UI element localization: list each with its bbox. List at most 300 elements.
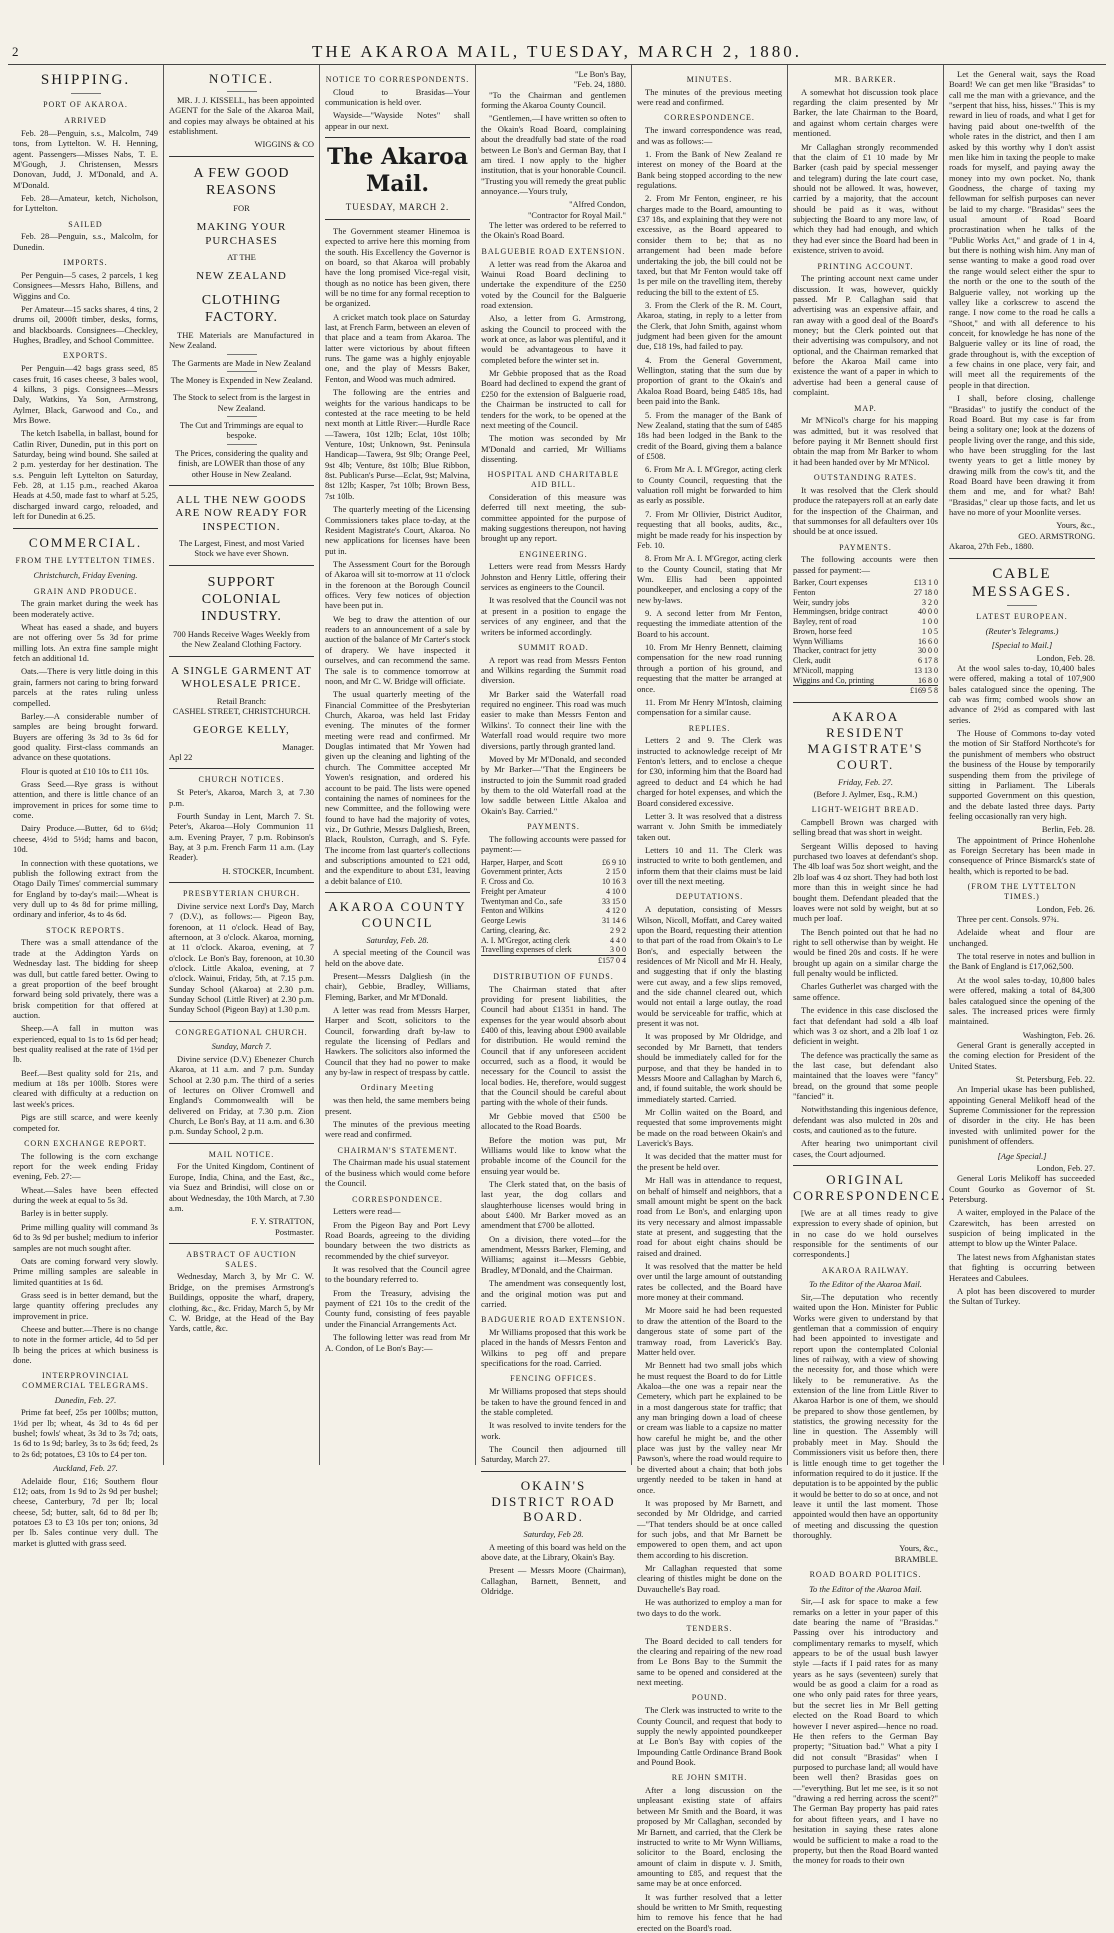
exports-heading: EXPORTS. — [62, 351, 109, 361]
source-line: (Reuter's Telegrams.) — [985, 625, 1059, 636]
dateline: London, Feb. 28. — [1036, 652, 1095, 663]
paragraph: Per Penguin—42 bags grass seed, 85 cases fruit, 16 cases cheese, 3 bales wool, 4 kilkns, 3 pigs. Consignees—Messrs Daly, Watkins, Ya Son, Armstrong, Aylmer, Black, Garwood and Co., and Mrs Bowe. — [13, 363, 158, 425]
paragraph: The quarterly meeting of the Licensing Commissioners takes place to-day, at the Resident Magistrate's Court, Akaroa. No new applications for licenses have been put in. — [325, 504, 470, 556]
map-heading: MAP. — [854, 403, 877, 413]
paragraph: Charles Gutherlet was charged with the same offence. — [793, 981, 938, 1002]
paragraph: The ketch Isabella, in ballast, bound for Catlin River, Dunedin, put in this port on Saturday, being wind bound. She sailed at 2 p.m. yesterday for her destination. The s.s. Penguin left Lyttelton on Saturday, Feb. 28, at 1.15 p.m., reached Akaroa Heads at 4.50, made fast to wharf at 5.25, discharged inward cargo, reloaded, and left for Dunedin at 6.25. — [13, 428, 158, 522]
dateline: Dunedin, Feb. 27. — [54, 1394, 117, 1405]
payment-name: Wiggins and Co, printing — [793, 675, 875, 685]
paragraph: "To the Chairman and gentlemen forming the Akaroa County Council. — [481, 89, 626, 111]
payment-amount: 2 9 2 — [610, 925, 626, 935]
payment-row — [793, 617, 938, 627]
paragraph: [We are at all times ready to give expression to every shade of opinion, but in no case do we hold ourselves responsible for the sentiments of our correspondents.] — [793, 1207, 938, 1260]
paragraph: Mr M'Nicol's charge for his mapping was admitted, but it was resolved that before paying it Mr Bennett should first obtain the map from Mr Barker to whom it had been handed over by Mr M'Nicol. — [793, 415, 938, 467]
paragraph: 8. From Mr A. I. M'Gregor, acting clerk to the County Council, stating that Mr Wm. Ellis had been appointed poundkeeper, and enclosing a copy of the new by-laws. — [637, 553, 782, 605]
signature: WIGGINS & CO — [254, 139, 314, 150]
paragraph: St Peter's, Akaroa, March 3, at 7.30 p.m. — [169, 787, 314, 808]
payment-amount: 4 10 0 — [606, 886, 626, 896]
payment-amount: 3 2 0 — [922, 597, 938, 607]
paragraph: Cheese and butter.—There is no change to note in the former article, 4d to 5d per lb being the prices at which business is done. — [13, 1324, 158, 1366]
paragraph: Mr Barker said the Waterfall road required no engineer. This road was much easier to make than Messrs Fenton and Wilkins'. To connect their line with the Waterfall road would require two more diversions, partly through granted land. — [481, 688, 626, 751]
payment-row — [793, 637, 938, 647]
engineering-heading: ENGINEERING. — [519, 549, 588, 559]
paragraph: A special meeting of the Council was held on the above date. — [325, 947, 470, 968]
badguerie-heading: BADGUERIE ROAD EXTENSION. — [481, 1315, 626, 1325]
payment-amount: 2 15 0 — [606, 867, 626, 877]
paragraph: was then held, the same members being present. — [325, 1095, 470, 1116]
pound-heading: POUND. — [691, 1693, 728, 1703]
column-3 — [320, 65, 476, 1465]
bench: (Before J. Aylmer, Esq., R.M.) — [813, 788, 918, 799]
ad-heading: A SINGLE GARMENT AT WHOLESALE PRICE. — [171, 664, 312, 691]
ad-reason: The Cut and Trimmings are equal to bespoke. — [179, 420, 304, 441]
payment-row — [481, 858, 626, 868]
paragraph: After hearing two unimportant civil cases, the Court adjourned. — [793, 1138, 938, 1159]
ad-heading: A FEW GOOD REASONS — [193, 165, 290, 198]
paragraph: At the wool sales to-day, 10,400 bales were offered, making a total of 107,900 bales catalogued since the opening. The cab was firm; combed wools show an advance of 2½d as compared with last series. — [949, 662, 1095, 725]
payment-row — [481, 877, 626, 887]
payment-name: M'Nicoll, mapping — [793, 665, 854, 675]
paragraph: The Bench pointed out that he had no right to sell otherwise than by weight. He would be fined 20s and costs. If he were brought up again on a similar charge the full penalty would be inflicted. — [793, 926, 938, 979]
paragraph: Mr Collin waited on the Board, and requested that some improvements might be made on the road between Okain's and Laverick's Bays. — [637, 1106, 782, 1149]
paragraph: Divine service next Lord's Day, March 7 (D.V.), as follows:— Pigeon Bay, forenoon, at 11 o'clock. Head of Bay, afternoon, at 3 o'clock. Akaroa, morning, at 11 o'clock. Akaroa, evening, at 7 o'clock. Le Bon's Bay, forenoon, at 10.30 o'clock. Little Akaloa, evening, at 7 o'clock. Wainui, Friday, 5th, at 7.15 p.m. Sunday School (Akaroa) at 2.30 p.m. Sunday School (Little River) at 2.30 p.m. Sunday School (Pigeon Bay) at 1.30 p.m. — [169, 900, 314, 1015]
paragraph: 4. From the General Government, Wellington, stating that the sum due by proportion of grant to the Okain's and Akaloa Road Board, being £485 18s, had been paid into the Bank. — [637, 354, 782, 407]
payment-name: Twentyman and Co., safe — [481, 896, 563, 906]
church-heading: CHURCH NOTICES. — [198, 775, 285, 785]
paragraph: The following are the entries and weights for the various handicaps to be contested at the race meeting to be held next month at Little River:—Hurdle Race —Tawera, 10st 12lb; Eclat, 10st 10lb; Venture, 10st; Unknown, 9st. Peninsula Handicap—Tawera, 9st 9lb; Orange Peel, 9st 4lb; Venture, 8st 10lb; Blue Ribbon, 8st. Publican's Purse—Eclat, 9st; Malvina, 8st 12lb; Kasper, 7st 10lb; Brown Bess, 7st 10lb. — [325, 387, 470, 501]
payment-amount: 13 13 0 — [914, 665, 938, 675]
paragraph: Campbell Brown was charged with selling bread that was short in weight. — [793, 817, 938, 838]
minutes-heading: MINUTES. — [686, 75, 733, 84]
column-2 — [164, 65, 320, 1465]
signature: H. STOCKER, Incumbent. — [222, 865, 314, 876]
payment-amount: 27 18 0 — [914, 587, 938, 597]
correspondents-heading: NOTICE TO CORRESPONDENTS. — [325, 75, 470, 84]
paragraph: Mr Hall was in attendance to request, on behalf of himself and neighbors, that a small amount might be spent on the back road from Le Bon's, and enlarging upon its very necessary and almost impassable state at present, and suggesting that the road for about eight chains should be raised and drained. — [637, 1175, 782, 1258]
paragraph: Cloud to Brasidas—Your communication is held over. — [325, 86, 470, 108]
paragraph: The minutes of the previous meeting were read and confirmed. — [637, 86, 782, 108]
ad-line: The Largest, Finest, and most Varied Stock we have ever Shown. — [178, 538, 305, 559]
paragraph: Notwithstanding this ingenious defence, defendant was also mulcted in 20s and costs, and cautioned as to the future. — [793, 1104, 938, 1136]
payment-name: George Lewis — [481, 916, 526, 925]
auction-heading: ABSTRACT OF AUCTION SALES. — [186, 1249, 297, 1269]
payment-row — [481, 867, 626, 877]
paragraph: It was resolved that the matter be held over until the large amount of outstanding rates be collected, and the Board have more money at their command. — [637, 1261, 782, 1303]
payment-row — [793, 578, 938, 588]
paragraph: Grass seed is in better demand, but the large quantity offering precludes any improvement in price. — [13, 1289, 158, 1321]
payments-heading: PAYMENTS. — [527, 822, 580, 832]
ad-line: GEORGE KELLY, — [193, 724, 290, 737]
payment-name: F. Cross and Co. — [481, 877, 534, 886]
paragraph: Present—Messrs Dalgliesh (in the chair), Gebbie, Bradley, Williams, Fleming, Barker, and Mr M'Donald. — [325, 970, 470, 1002]
smith-heading: RE JOHN SMITH. — [671, 1773, 748, 1783]
payment-amount: £13 1 0 — [914, 578, 938, 588]
payments-total: £169 5 8 — [910, 686, 938, 696]
letter-address: To the Editor of the Akaroa Mail. — [809, 1583, 922, 1594]
newspaper-nameplate: The Akaroa Mail. — [326, 144, 469, 198]
summit-heading: SUMMIT ROAD. — [518, 642, 589, 652]
letter-place: "Le Bon's Bay, — [575, 69, 626, 79]
latest-heading: LATEST EUROPEAN. — [976, 612, 1068, 622]
ad-line: Retail Branch: — [216, 695, 267, 706]
ad-line: Manager. — [282, 741, 314, 752]
mail-notice-heading: MAIL NOTICE. — [208, 1149, 275, 1159]
dateline: London, Feb. 27. — [1036, 1162, 1095, 1173]
ad-reason: The Garments are Made in New Zealand — [172, 357, 311, 368]
payment-row — [793, 666, 938, 676]
ad-line: AT THE — [227, 251, 256, 262]
paragraph: 2. From Mr Fenton, engineer, re his charges made to the Board, amounting to £37 18s, and explaining that they were not excessive, as the Board appeared to consider them to be; that as no arrangement had been made before undertaking the job, the bill could not be taxed, but that Mr Fenton would take off 1s per mile on the travelling item, thereby reducing the bill to the extent of £5. — [637, 193, 782, 297]
deputations-heading: DEPUTATIONS. — [675, 892, 744, 902]
payment-name: Travelling expenses of clerk — [481, 945, 572, 955]
imports-heading: IMPORTS. — [63, 258, 108, 268]
dateline: Akaroa, 27th Feb., 1880. — [949, 541, 1034, 552]
paragraph: The Clerk was instructed to write to the County Council, and request that body to supply the newly appointed poundkeeper at Le Bon's Bay with copies of the Impounding Cattle Ordinance Brand Book and Pound Book. — [637, 1705, 782, 1767]
paragraph: Per Penguin—5 cases, 2 parcels, 1 keg Consignees—Messrs Haho, Billens, and Wiggins and Co. — [13, 269, 158, 301]
shipping-heading: SHIPPING. — [40, 72, 131, 88]
paragraph: He was authorized to employ a man for two days to do the work. — [637, 1597, 782, 1618]
paragraph: The defence was practically the same as the last case, but defendant also maintained that the loaves were "fancy" bread, on the ground that some people "fancied" it. — [793, 1049, 938, 1102]
paragraph: Divine service (D.V.) Ebenezer Church Akaroa, at 11 a.m. and 7 p.m. Sunday School at 2.30 p.m. The third of a series of lectures on Oliver Cromwell and England's Commonwealth will be delivered on Friday, at 7.30 p.m. Zion Church, Le Bon's Bay, at 11 a.m. and 6.30 p.m. Sunday School, 2 p.m. — [169, 1053, 314, 1137]
paragraph: Mr Callaghan strongly recommended that the claim of £1 10 made by Mr Barker (cash paid by special messenger and telegram) during the late court case, should not be allowed. It was, however, carried by a majority, that the account should be paid as it was, without subjecting the Board to any more law, of which they had had enough, and which they had ever since the Board had been in existence, striven to avoid. — [793, 141, 938, 256]
paragraph: The amendment was consequently lost, and the original motion was put and carried. — [481, 1278, 626, 1309]
payment-name: Hemmingsen, bridge contract — [793, 607, 888, 617]
paragraph: It was resolved that the Council agree to the boundary referred to. — [325, 1264, 470, 1285]
paragraph: Letters 10 and 11. The Clerk was instructed to write to both gentlemen, and inform them that their claims must be laid over till the next meeting. — [637, 844, 782, 887]
outstanding-heading: OUTSTANDING RATES. — [813, 473, 918, 483]
masthead — [8, 4, 1106, 65]
payment-row — [481, 936, 626, 946]
dateline: London, Feb. 26. — [1036, 903, 1095, 914]
payments-table — [793, 578, 938, 696]
paragraph: Grass Seed.—Rye grass is without attention, and there is little chance of an improvement in prices for some time to come. — [13, 779, 158, 821]
paragraph: We beg to draw the attention of our readers to an announcement of a sale by auction of the balance of Mr Carter's stock of drapery. We have inspected it ourselves, and can recommend the same. The sale is to commence tomorrow at noon, and Mr C. W. Bridge will officiate. — [325, 613, 470, 686]
payment-name: Fenton and Wilkins — [481, 906, 544, 916]
payment-amount: 10 16 3 — [602, 877, 626, 886]
ad-heading: SUPPORT COLONIAL INDUSTRY. — [201, 574, 282, 624]
paragraph: Adelaide wheat and flour are unchanged. — [949, 927, 1095, 948]
payment-name: Carting, clearing, &c. — [481, 925, 551, 935]
paragraph: It was proposed by Mr Barnett, and seconded by Mr Oldridge, and carried—"That tenders should be at once called for such jobs, and that Mr Barnett be empowered to open them, and act upon them according to his discretion. — [637, 1497, 782, 1560]
paragraph: General Loris Melikoff has succeeded Count Gourko as Governor of St. Petersburg. — [949, 1173, 1095, 1204]
payment-row — [793, 646, 938, 656]
paragraph: Adelaide flour, £16; Southern flour £12; oats, from 1s 9d to 2s 9d per bushel; cheese, Canterbury, 7d per lb; local cheese, 5d; butter, salt, 6d to 8d per lb; potatoes £3 to £3 10s per ton; onions, 3d per lb. Sales continue very dull. The market is glutted with grass seed. — [13, 1475, 158, 1548]
ad-heading: CLOTHING FACTORY. — [201, 292, 282, 325]
paragraph: The Chairman made his usual statement of the business which would come before the Council. — [325, 1157, 470, 1189]
page-title: THE AKAROA MAIL, TUESDAY, MARCH 2, 1880. — [312, 42, 802, 61]
paragraph: Let the General wait, says the Road Board! We can get men like "Brasidas" to call me the man with a grievance, and the "serpent that hiss, hiss, hisses." This is my reward in lieu of roads, and what I get for having paid about one-twelfth of the whole rates in the district, and then I am asked by this worthy why I don't assist men like him in taxing the people to make roads for myself, and paying away the money into my own pocket. No, thank Goodness, the charge of taxing my fellowman for selfish purposes can never be laid to my charge. "Brasidas" sees the usual amount of Road Board procrastination when he talks of the "Public Works Act," and grade of 1 in 4, but there is nothing wish him. Any man of sense wanting to make a good road over the range would select either the spur to the north or the one to the south of the Balguerie valley, not working up the valley like a corkscrew to ascend the range. I now come to the road he calls a "Shoot," and with all deference to his conceit, for knowledge he has none of the Balguerie valley or its line of road, the grade throughout is, with the exception of a few chains in one place, very fair, and will meet all the requirements of the people in that direction. — [949, 69, 1095, 390]
paragraph: Prime milling quality will command 3s 6d to 3s 9d per bushel; medium to inferior samples are not much sought after. — [13, 1221, 158, 1253]
paragraph: Sheep.—A fall in mutton was experienced, equal to 1s to 1s 6d per head; best quality realised at the rate of 1½d per lb. — [13, 1023, 158, 1065]
payment-amount: 31 14 6 — [602, 916, 626, 925]
signature: Postmaster. — [275, 1226, 314, 1237]
signature: GEO. ARMSTRONG. — [1018, 530, 1095, 541]
payment-row — [793, 656, 938, 666]
column-5 — [632, 65, 788, 1933]
road-politics-heading: ROAD BOARD POLITICS. — [809, 1570, 922, 1580]
paragraph: A letter was read from Messrs Harper, Harper and Scott, solicitors to the Council, forwarding draft by-law to regulate the licensing of Pedlars and Hawkers. The solicitors also informed the Council that they had no power to make any by-law in respect of trespass by cattle. — [325, 1004, 470, 1078]
correspondence-heading: CORRESPONDENCE. — [352, 1194, 443, 1204]
dateline: St. Petersburg, Feb. 22. — [1015, 1074, 1095, 1085]
paragraph: From the Treasury, advising the payment of £21 10s to the credit of the County fund, consisting of fees payable under the Financial Arrangements Act. — [325, 1287, 470, 1329]
ordinary-heading: Ordinary Meeting — [360, 1083, 435, 1093]
case-heading: LIGHT-WEIGHT BREAD. — [811, 805, 920, 815]
paragraph: Consideration of this measure was deferred till next meeting, the sub-committee appointed for the purpose of making suggestions thereupon, not having brought up any report. — [481, 491, 626, 544]
paragraph: It was further resolved that a letter should be written to Mr Smith, requesting him to remove his fence that he had erected on the Board's road. — [637, 1891, 782, 1933]
paragraph: There was a small attendance of the trade at the Addington Yards on Wednesday last. The bidding for sheep was dull, but cattle fared better. Owing to a great proportion of the beef brought forward being sold privately, there was a brisk competition for that offered at auction. — [13, 937, 158, 1020]
paragraph: A report was read from Messrs Fenton and Wilkins regarding the Summit road diversion. — [481, 654, 626, 686]
corn-heading: CORN EXCHANGE REPORT. — [24, 1138, 147, 1148]
paragraph: 3. From the Clerk of the R. M. Court, Akaroa, stating, in reply to a letter from the Clerk, that John Smith, against whom judgment had been given for the amount due, £18 19s, had failed to pay. — [637, 299, 782, 352]
payment-amount: 1 0 5 — [922, 626, 938, 636]
dateline: Christchurch, Friday Evening. — [33, 570, 138, 581]
column-6 — [788, 65, 947, 1866]
paragraph: Mr Callaghan requested that some clearing of thistles might be done on the Duvauchelle's Bay road. — [637, 1563, 782, 1594]
paragraph: The Government steamer Hinemoa is expected to arrive here this morning from the south. His Excellency the Governor is on board, so that Akaroa will probably have the long promised Vice-regal visit, though as no notice has been given, there will be no time for any formal reception to be organized. — [325, 225, 470, 309]
payments-table — [481, 858, 626, 966]
paragraph: Wayside—"Wayside Notes" shall appear in our next. — [325, 110, 470, 131]
payment-name: Harper, Harper, and Scott — [481, 857, 563, 867]
paragraph: Per Amateur—15 sacks shares, 4 tins, 2 drums oil, 2000ft timber, desks, forms, and blackboards. Consignees—Checkley, Hughes, Bradley, and School Committee. — [13, 303, 158, 346]
paragraph: Wheat.—Sales have been effected during the week at equal to 5s 3d. — [13, 1184, 158, 1206]
paragraph: Three per cent. Consols. 97¾. — [957, 914, 1059, 924]
paragraph: MR. J. J. KISSELL, has been appointed AGENT for the Sale of the Akaroa Mail, and copies may always be obtained at his establishment. — [169, 94, 314, 136]
ad-line: FOR — [233, 202, 250, 213]
paragraph: General Grant is generally accepted in the coming election for President of the United States. — [949, 1039, 1095, 1071]
commercial-heading: COMMERCIAL. — [28, 534, 143, 550]
railway-heading: AKAROA RAILWAY. — [821, 1265, 910, 1275]
column-4 — [476, 65, 632, 1597]
paragraph: The letter was ordered to be referred to the Okain's Road Board. — [481, 220, 626, 241]
paragraph: Feb. 28—Penguin, s.s., Malcolm, for Dunedin. — [13, 231, 158, 252]
paragraph: The total reserve in notes and bullion in the Bank of England is £17,062,500. — [949, 951, 1095, 972]
column-7 — [944, 65, 1100, 1465]
payment-name: Weir, sundry jobs — [793, 597, 850, 607]
paragraph: Wednesday, March 3, by Mr C. W. Bridge, on the premises Armstrong's Buildings, opposite the wharf, drapery, clothing, &c., &c. Friday, March 5, by Mr C. W. Bridge, at the Head of the Bay Yards, cattle, &c. — [169, 1271, 314, 1334]
dateline: Sunday, March 7. — [211, 1041, 272, 1052]
payments-total: £157 0 4 — [598, 956, 626, 965]
letter-address: To the Editor of the Akaroa Mail. — [809, 1279, 922, 1290]
paragraph: Mr Williams proposed that steps should be taken to have the ground fenced in and the stable completed. — [481, 1386, 626, 1417]
payment-name: Bayley, rent of road — [793, 617, 857, 627]
letter-date: "Feb. 24, 1880. — [573, 79, 626, 90]
dateline: Washington, Feb. 26. — [1022, 1029, 1095, 1040]
payment-row — [793, 627, 938, 637]
ad-reason: The Stock to select from is the largest in New Zealand. — [172, 392, 311, 413]
paragraph: The following is the corn exchange report for the week ending Friday evening, Feb. 27:— — [13, 1150, 158, 1182]
payment-name: Wynn Williams — [793, 636, 843, 646]
payment-row — [793, 676, 938, 686]
ad-line: NEW ZEALAND — [196, 270, 287, 283]
paragraph: Prime fat beef, 25s per 100lbs; mutton, 1½d per lb; wheat, 4s 3d to 4s 6d per bushel; fowls' wheat, 3s 3d to 3s 7d; oats, 1s 6d to 1s 9d; barley, 3s to 3s 6d; feed, 2s to 2s 6d; potatoes, £3 10s to £4 per ton. — [13, 1407, 158, 1459]
original-correspondence-heading: ORIGINAL CORRESPONDENCE. — [793, 1172, 947, 1204]
paragraph: Also, a letter from G. Armstrong, asking the Council to proceed with the work at once, as labor was plentiful, and it would be advantageous to have it completed before the winter set in. — [481, 313, 626, 365]
distribution-heading: DISTRIBUTION OF FUNDS. — [493, 971, 614, 981]
paragraph: Wheat has eased a shade, and buyers are not offering over 5s 3d for prime milling lots. An extra fine sample might fetch an additional 1d. — [13, 621, 158, 664]
paragraph: Letters were read from Messrs Hardy Johnston and Henry Little, offering their services as engineers to the Council. — [481, 561, 626, 593]
payment-row — [793, 607, 938, 617]
interprovincial-heading: INTERPROVINCIAL COMMERCIAL TELEGRAMS. — [22, 1371, 149, 1391]
paragraph: Letters were read— — [333, 1206, 401, 1217]
source-line: [Special to Mail.] — [991, 640, 1053, 651]
correspondence-heading: CORRESPONDENCE. — [664, 113, 755, 123]
ad-reason: The Prices, considering the quality and finish, are LOWER than those of any other House in New Zealand. — [175, 447, 308, 479]
paragraph: 1. From the Bank of New Zealand re interest on money of the Board at the Bank being stopped according to the new regulations. — [637, 148, 782, 191]
page-number: 2 — [12, 44, 19, 59]
payment-row — [481, 926, 626, 936]
source-line: [Age Special.] — [997, 1150, 1047, 1161]
notice-heading: NOTICE. — [209, 71, 274, 86]
payment-name: Brown, horse feed — [793, 626, 852, 636]
paragraph: Moved by Mr M'Donald, and seconded by Mr Barker—"That the Engineers be instructed to join the Summit road graded by them to the old Waterfall road at the low saddle between Little Akaloa and Okain's Bay. Carried." — [481, 753, 626, 816]
arrived-heading: ARRIVED — [64, 116, 107, 126]
paragraph: An Imperial ukase has been published, appointing General Melikoff head of the Supreme Commissioner for the repression of disorder in the city. He has been invested with unlimited power for the punishment of offenders. — [949, 1084, 1095, 1147]
paragraph: Oats are coming forward very slowly. Prime milling samples are saleable in limited quantities at 1s 6d. — [13, 1255, 158, 1287]
payment-name: Fenton — [793, 587, 816, 597]
paragraph: The usual quarterly meeting of the Financial Committee of the Presbyterian Church, Akaroa, was held last Friday evening. The minutes of the former meeting were read and confirmed. Mr Douglas intimated that Mr Yowen had given up the cleaning and lighting of the church. The Committee accepted Mr Yowen's resignation, and ordered his account to be paid. The lists were opened containing the names of nominees for the new Committee, and the following were found to have had the majority of votes, viz., Dr Guthrie, Messrs Dalgliesh, Breen, Black, Roulston, Curragh, and S. Fyfe. The income from last quarter's collections and subscriptions amounted to £21 odd, and the expenditure to about £31, leaving a debit balance of £10. — [325, 689, 470, 886]
paragraph: Mr Bennett had two small jobs which he must request the Board to do for Little Akaloa—the one was a repair near the Cemetery, which part he explained to be in a most dangerous state for traffic; that any man bringing down a load of cheese or cream was liable to a capsize no matter how careful he might be, and the other place was just by the valley near Mr Pawson's, where the road would require to be diverted about a chain; that both jobs urgently needed to be taken in hand at once. — [637, 1360, 782, 1495]
sailed-heading: SAILED — [68, 219, 103, 229]
paragraph: Before the motion was put, Mr Williams would like to know what the probable income of the Council for the ensuing year would be. — [481, 1134, 626, 1176]
payment-row — [481, 945, 626, 955]
paragraph: The following letter was read from Mr A. Condon, of Le Bon's Bay:— — [325, 1332, 470, 1353]
dateline: Friday, Feb. 27. — [837, 776, 893, 787]
payment-amount: 16 6 0 — [918, 636, 938, 646]
payment-amount: 3 0 0 — [610, 945, 626, 955]
replies-heading: REPLIES. — [688, 723, 731, 733]
paragraph: The Clerk stated that, on the basis of last year, the dog collars and slaughterhouse licenses would bring in about £400. Mr Barker moved as an amendment that £700 be allotted. — [481, 1178, 626, 1231]
paragraph: After a long discussion on the unpleasant existing state of affairs between Mr Smith and the Board, it was proposed by Mr Callaghan, seconded by Mr Barnett, and carried, that the Clerk be instructed to write to Mr Wynn Williams, solicitor to the Board, enclosing the amount of claim in dispute v. J. Smith, amounting to £85, and request that the same may be at once enforced. — [637, 1785, 782, 1889]
payment-amount: 4 4 0 — [610, 935, 626, 945]
payment-row — [481, 897, 626, 907]
paragraph: The inward correspondence was read, and was as follows:— — [637, 125, 782, 146]
paragraph: The House of Commons to-day voted the motion of Sir Stafford Northcote's for the punishment of members who obstruct the business of the House by temporarily suspending them from the privilege of sitting in Parliament. The Liberals supported Government on this question, and the debate lasted three days. Party feeling occasionally ran very high. — [949, 728, 1095, 821]
payment-amount: 40 0 0 — [918, 607, 938, 617]
source-line: (FROM THE LYTTELTON TIMES.) — [967, 882, 1077, 901]
dateline: Saturday, Feb. 28. — [366, 934, 429, 945]
paragraph: Present — Messrs Moore (Chairman), Callaghan, Barnett, Bennett, and Oldridge. — [481, 1565, 626, 1597]
payment-amount: 16 8 0 — [918, 675, 938, 685]
rm-court-heading: AKAROA RESIDENT MAGISTRATE'S COURT. — [807, 709, 924, 772]
paragraph: Sir,—The deputation who recently waited upon the Hon. Minister for Public Works were given to understand by that gentleman that a commission of enquiry had been appointed to investigate and report upon the contemplated Colonial lines of railway, with a view of showing the necessity for, and those which were likely to be remunerative. As the extension of the line from Little River to Akaroa Harbor is one of them, we should be prepared to show those gentlemen, by statistics, the growing necessity for the line in question. The Assembly will probably meet in May. Should the Commissioners visit us before then, there is little enough time to get together the information required to do it justice. If the deputation is to be appointed by the public it would be better to do so at once, and not leave it until the last moment. Those appointed would then have an opportunity of meeting and discussing the question thoroughly. — [793, 1291, 938, 1541]
paragraph: 7. From Mr Ollivier, District Auditor, requesting that all books, audits, &c., might be made ready for his inspection by Feb. 10. — [637, 508, 782, 550]
dateline: Auckland, Feb. 27. — [53, 1463, 118, 1474]
signature: Yours, &c., — [1056, 520, 1095, 531]
paragraph: Sergeant Willis deposed to having purchased two loaves at defendant's shop. The 4lb loaf was 5oz short weight, and the 2lb loaf was 4 oz short. They had both lost more than this in weight since he had bought them. Defendant pleaded that the loaves were not sold by weight, but at so much per loaf. — [793, 840, 938, 924]
paragraph: It was resolved that the Clerk should produce the ratepayers roll at an early date for the inspection of the Chairman, and that summonses for all defaulters over 10s should be at once issued. — [793, 484, 938, 537]
paragraph: 10. From Mr Henry Bennett, claiming compensation for the new road running through a portion of his ground, and requesting that the matter be arranged at once. — [637, 642, 782, 694]
tenders-heading: TENDERS. — [686, 1623, 733, 1633]
paragraph: I shall, before closing, challenge "Brasidas" to justify the conduct of the Road Board. But my case is far from being a solitary one; look at the dozens of people living over the range, and this side, who have been struggling for the last twenty years to get a little money by drawing milk from the cow's tit, and the Road Board have been drawing it from them and me, and for what? Bah! "Brasidas," clear up those facts, and let us have no more of your Moonlite verses. — [949, 393, 1095, 518]
paragraph: Barley is in better supply. — [21, 1208, 109, 1219]
paragraph: 5. From the manager of the Bank of New Zealand, stating that the sum of £485 18s had been lodged in the Bank to the credit of the Board, giving them a balance of £508. — [637, 409, 782, 461]
payment-amount: 1 0 0 — [922, 617, 938, 627]
paragraph: The Assessment Court for the Borough of Akaroa will sit to-morrow at 11 o'clock in the forenoon at the Borough Council offices. Very few notices of objection have been put in. — [325, 558, 470, 611]
payment-name: Clerk, audit — [793, 656, 831, 666]
paragraph: "Gentlemen,—I have written so often to the Okain's Road Board, complaining about the dreadfully bad state of the road between Le Bon's and German Bay, that I am tired. I now apply to the higher institution, that is your honorable Council. "Trusting you will remedy the great public annoyance.—Yours truly, — [481, 113, 626, 196]
council-heading: AKAROA COUNTY COUNCIL — [328, 899, 467, 930]
paragraph: The minutes of the previous meeting were read and confirmed. — [325, 1118, 470, 1140]
columns — [8, 65, 1106, 1933]
ad-line: CASHEL STREET, CHRISTCHURCH. — [172, 705, 311, 716]
issue-date: TUESDAY, MARCH 2. — [345, 201, 450, 212]
chairman-heading: CHAIRMAN'S STATEMENT. — [337, 1145, 458, 1155]
paragraph: The Board decided to call tenders for the clearing and repairing of the new road from Le Bons Bay to the Summit the same to be opened and considered at the next meeting. — [637, 1635, 782, 1688]
paragraph: The Chairman stated that after providing for present liabilities, the Council had about £1351 in hand. The expenses for the year would absorb about £400 of this, leaving about £900 available for distribution. He would remind the Council that if any unforeseen accident occurred, such as a flood, it would be necessary for the Council to assist the local bodies. He, therefore, would suggest that the Council should be careful about parting with the whole of their funds. — [481, 983, 626, 1108]
paragraph: It was decided that the matter must for the present be held over. — [637, 1151, 782, 1172]
paragraph: At the wool sales to-day, 10,800 bales were offered, making a total of 84,300 bales catalogued since the opening of the sales. The increased prices were firmly maintained. — [949, 974, 1095, 1027]
ad-heading: ALL THE NEW GOODS ARE NOW READY FOR INSPECTION. — [175, 493, 308, 533]
dateline: Saturday, Feb 28. — [523, 1529, 584, 1540]
paragraph: A letter was read from the Akaroa and Wainui Road Board declining to undertake the expenditure of the £250 voted by the Council for the Balguerie road extension. — [481, 258, 626, 310]
ad-date: Apl 22 — [169, 752, 193, 763]
stock-heading: STOCK REPORTS. — [46, 925, 125, 935]
congregational-heading: CONGREGATIONAL CHURCH. — [175, 1027, 308, 1037]
payment-row — [793, 598, 938, 608]
okains-heading: OKAIN'S DISTRICT ROAD BOARD. — [491, 1477, 616, 1525]
paragraph: It was proposed by Mr Oldridge, and seconded by Mr Barnett, that tenders should be immediately called for for the purpose, and that they be handed in to Messrs Moore and Callaghan by March 6, and, if found suitable, the work should be immediately started. Carried. — [637, 1031, 782, 1104]
paragraph: A deputation, consisting of Messrs Wilson, Nicoll, Moffatt, and Carey waited upon the Board, requesting their attention to that part of the road from Okain's to Le Bon's, and especially between the residences of Mr Nicoll and Mr H. Healy, and suggesting that if only the blasting were cut away, and a few slips removed, and the side channel cleared out, which would not entail a large outlay, the road would be serviceable for traffic, which at present it was not. — [637, 904, 782, 1029]
paragraph: Barley.—A considerable number of samples are being brought forward. Buyers are offering 3s 3d to 3s 6d for good quality. First-class commands an advance on these quotations. — [13, 710, 158, 763]
paragraph: A waiter, employed in the Palace of the Czarewitch, has been arrested on suspicion of being implicated in the attempt to blow up the Winter Palace. — [949, 1207, 1095, 1249]
payment-name: A. I. M'Gregor, acting clerk — [481, 935, 570, 945]
paragraph: The motion was seconded by Mr M'Donald and carried, Mr Williams dissenting. — [481, 433, 626, 464]
paragraph: In connection with these quotations, we publish the following extract from the Otago Daily Times' commercial summary for England by to-day's mail:—Wheat is very dull up to 4s 8d for prime milling, ordinary and inferior, 4s to 4s 6d. — [13, 857, 158, 920]
cable-heading: CABLE MESSAGES. — [971, 565, 1073, 600]
payment-name: Government printer, Acts — [481, 867, 563, 877]
grain-heading: GRAIN AND PRODUCE. — [33, 586, 138, 596]
source-line: FROM THE LYTTELTON TIMES. — [15, 556, 156, 566]
presbyterian-heading: PRESBYTERIAN CHURCH. — [183, 889, 300, 899]
paragraph: Sir,—I ask for space to make a few remarks on a letter in your paper of this date bearing the name of "Brasidas." Passing over his introductory and complimentary remarks to myself, which appears to be of the usual bush lawyer style —facts if I paid rates for as many years as he says (seventeen) surely that would be as good a claim for a road as one who only paid rates for three years, but the secret lies in Mr Bell getting elected on the Road Board to which however I never aspired—hence no road. He then refers to the German Bay property; "Situation bad." What a pity I did not consult "Brasidas" when I purposed to purchase land; all would have been well then? Brasidas goes on—"everything. But let me see, is it so not "drawing a red herring across the scent?" The German Bay property has paid rates for about fifteen years, and I have no hesitation in saying these rates alone would be sufficient to make a road to the property, but then the Road Board wanted the money for roads to their own — [793, 1596, 938, 1866]
paragraph: 11. From Mr Henry M'Intosh, claiming compensation for a similar cause. — [637, 696, 782, 718]
paragraph: Letters 2 and 9. The Clerk was instructed to acknowledge receipt of Mr Fenton's letters, and to enclose a cheque for £30, informing him that the Board had agreed to deduct and £4 which he had charged for hotel expenses, and which the Board considered excessive. — [637, 735, 782, 808]
paragraph: Mr Gebbie proposed that as the Road Board had declined to expend the grant of £250 for the extension of Balguerie road, the Chairman be instructed to call for tenders for the work, to be opened at the next meeting of the Council. — [481, 368, 626, 430]
printing-heading: PRINTING ACCOUNT. — [817, 261, 914, 271]
paragraph: Mr Moore said he had been requested to draw the attention of the Board to the dangerous state of some part of the tramway road, from Laverick's Bay. Matter held over. — [637, 1305, 782, 1357]
paragraph: The following accounts were then passed for payment:— — [793, 554, 938, 575]
payment-name: Freight per Amateur — [481, 886, 546, 896]
payment-row — [481, 916, 626, 926]
payment-amount: 33 15 0 — [602, 896, 626, 906]
paragraph: A somewhat hot discussion took place regarding the claim presented by Mr Barker, the late Chairman to the Board, and against whom certain charges were mentioned. — [793, 86, 938, 139]
paragraph: Feb. 28—Amateur, ketch, Nicholson, for Lyttelton. — [13, 192, 158, 214]
paragraph: From the Pigeon Bay and Port Levy Road Boards, agreeing to the dividing boundary between the two districts as recommended by the chief surveyor. — [325, 1219, 470, 1261]
paragraph: Mr Williams proposed that this work be placed in the hands of Messrs Fenton and Wilkins to peg off and prepare specifications for the road. Carried. — [481, 1327, 626, 1369]
ad-line: 700 Hands Receive Wages Weekly from the New Zealand Clothing Factory. — [173, 629, 310, 650]
payment-amount: £6 9 10 — [602, 857, 626, 867]
payment-name: Thacker, contract for jetty — [793, 646, 877, 656]
paragraph: The printing account next came under discussion. It was, however, quickly passed. Mr P. Callaghan said that advertising was an expensive affair, and ran away with a good deal of the Board's money; but the Clerk pointed out that their advertising was compulsory, and not optional, and the Chairman remarked that before the Akaroa Mail came into existence the want of a paper in which to advertise had been a general cause of complaint. — [793, 273, 938, 398]
hospital-heading: HOSPITAL AND CHARITABLE AID BILL. — [487, 470, 620, 490]
payment-amount: 6 17 8 — [918, 656, 938, 666]
signature: F. Y. STRATTON, — [251, 1216, 314, 1227]
column-1 — [8, 65, 164, 1548]
payment-amount: 4 12 0 — [606, 906, 626, 916]
paragraph: 9. A second letter from Mr Fenton, requesting the immediate attention of the Board to his account. — [637, 608, 782, 639]
paragraph: Oats.—There is very little doing in this grain, farmers not caring to bring forward parcels at the rates ruling unless compelled. — [13, 666, 158, 708]
balguerie-heading: BALGUEBIE ROAD EXTENSION. — [481, 246, 626, 256]
fencing-heading: FENCING OFFICES. — [510, 1374, 597, 1384]
paragraph: On a division, there voted—for the amendment, Messrs Barker, Fleming, and Williams; against it—Messrs Gebbie, Bradley, M'Donald, and the Chairman. — [481, 1233, 626, 1275]
paragraph: For the United Kingdom, Continent of Europe, India, China, and the East, &c., via Suez and Brindisi, will close on or about Wednesday, the 10th March, at 7.30 a.m. — [169, 1161, 314, 1213]
paragraph: Feb. 28—Penguin, s.s., Malcolm, 749 tons, from Lyttelton. W. H. Henning, agent. Passengers—Misses Nabs, T. E. M'Gough, J. Christensen, Messrs Donovan, Judd, J. M'Donald, and A. M'Donald. — [13, 127, 158, 190]
paragraph: It was resolved that the Council was not at present in a position to engage the services of any engineer, and that the writers be informed accordingly. — [481, 595, 626, 637]
paragraph: The evidence in this case disclosed the fact that defendant had sold a 4lb loaf which was 3 oz short, and a 2lb loaf 1 oz deficient in weight. — [793, 1005, 938, 1047]
signature: "Alfred Condon, — [569, 199, 626, 210]
paragraph: Mr Gebbie moved that £500 be allocated to the Road Boards. — [481, 1110, 626, 1132]
paragraph: The following accounts were passed for payment:— — [481, 833, 626, 855]
